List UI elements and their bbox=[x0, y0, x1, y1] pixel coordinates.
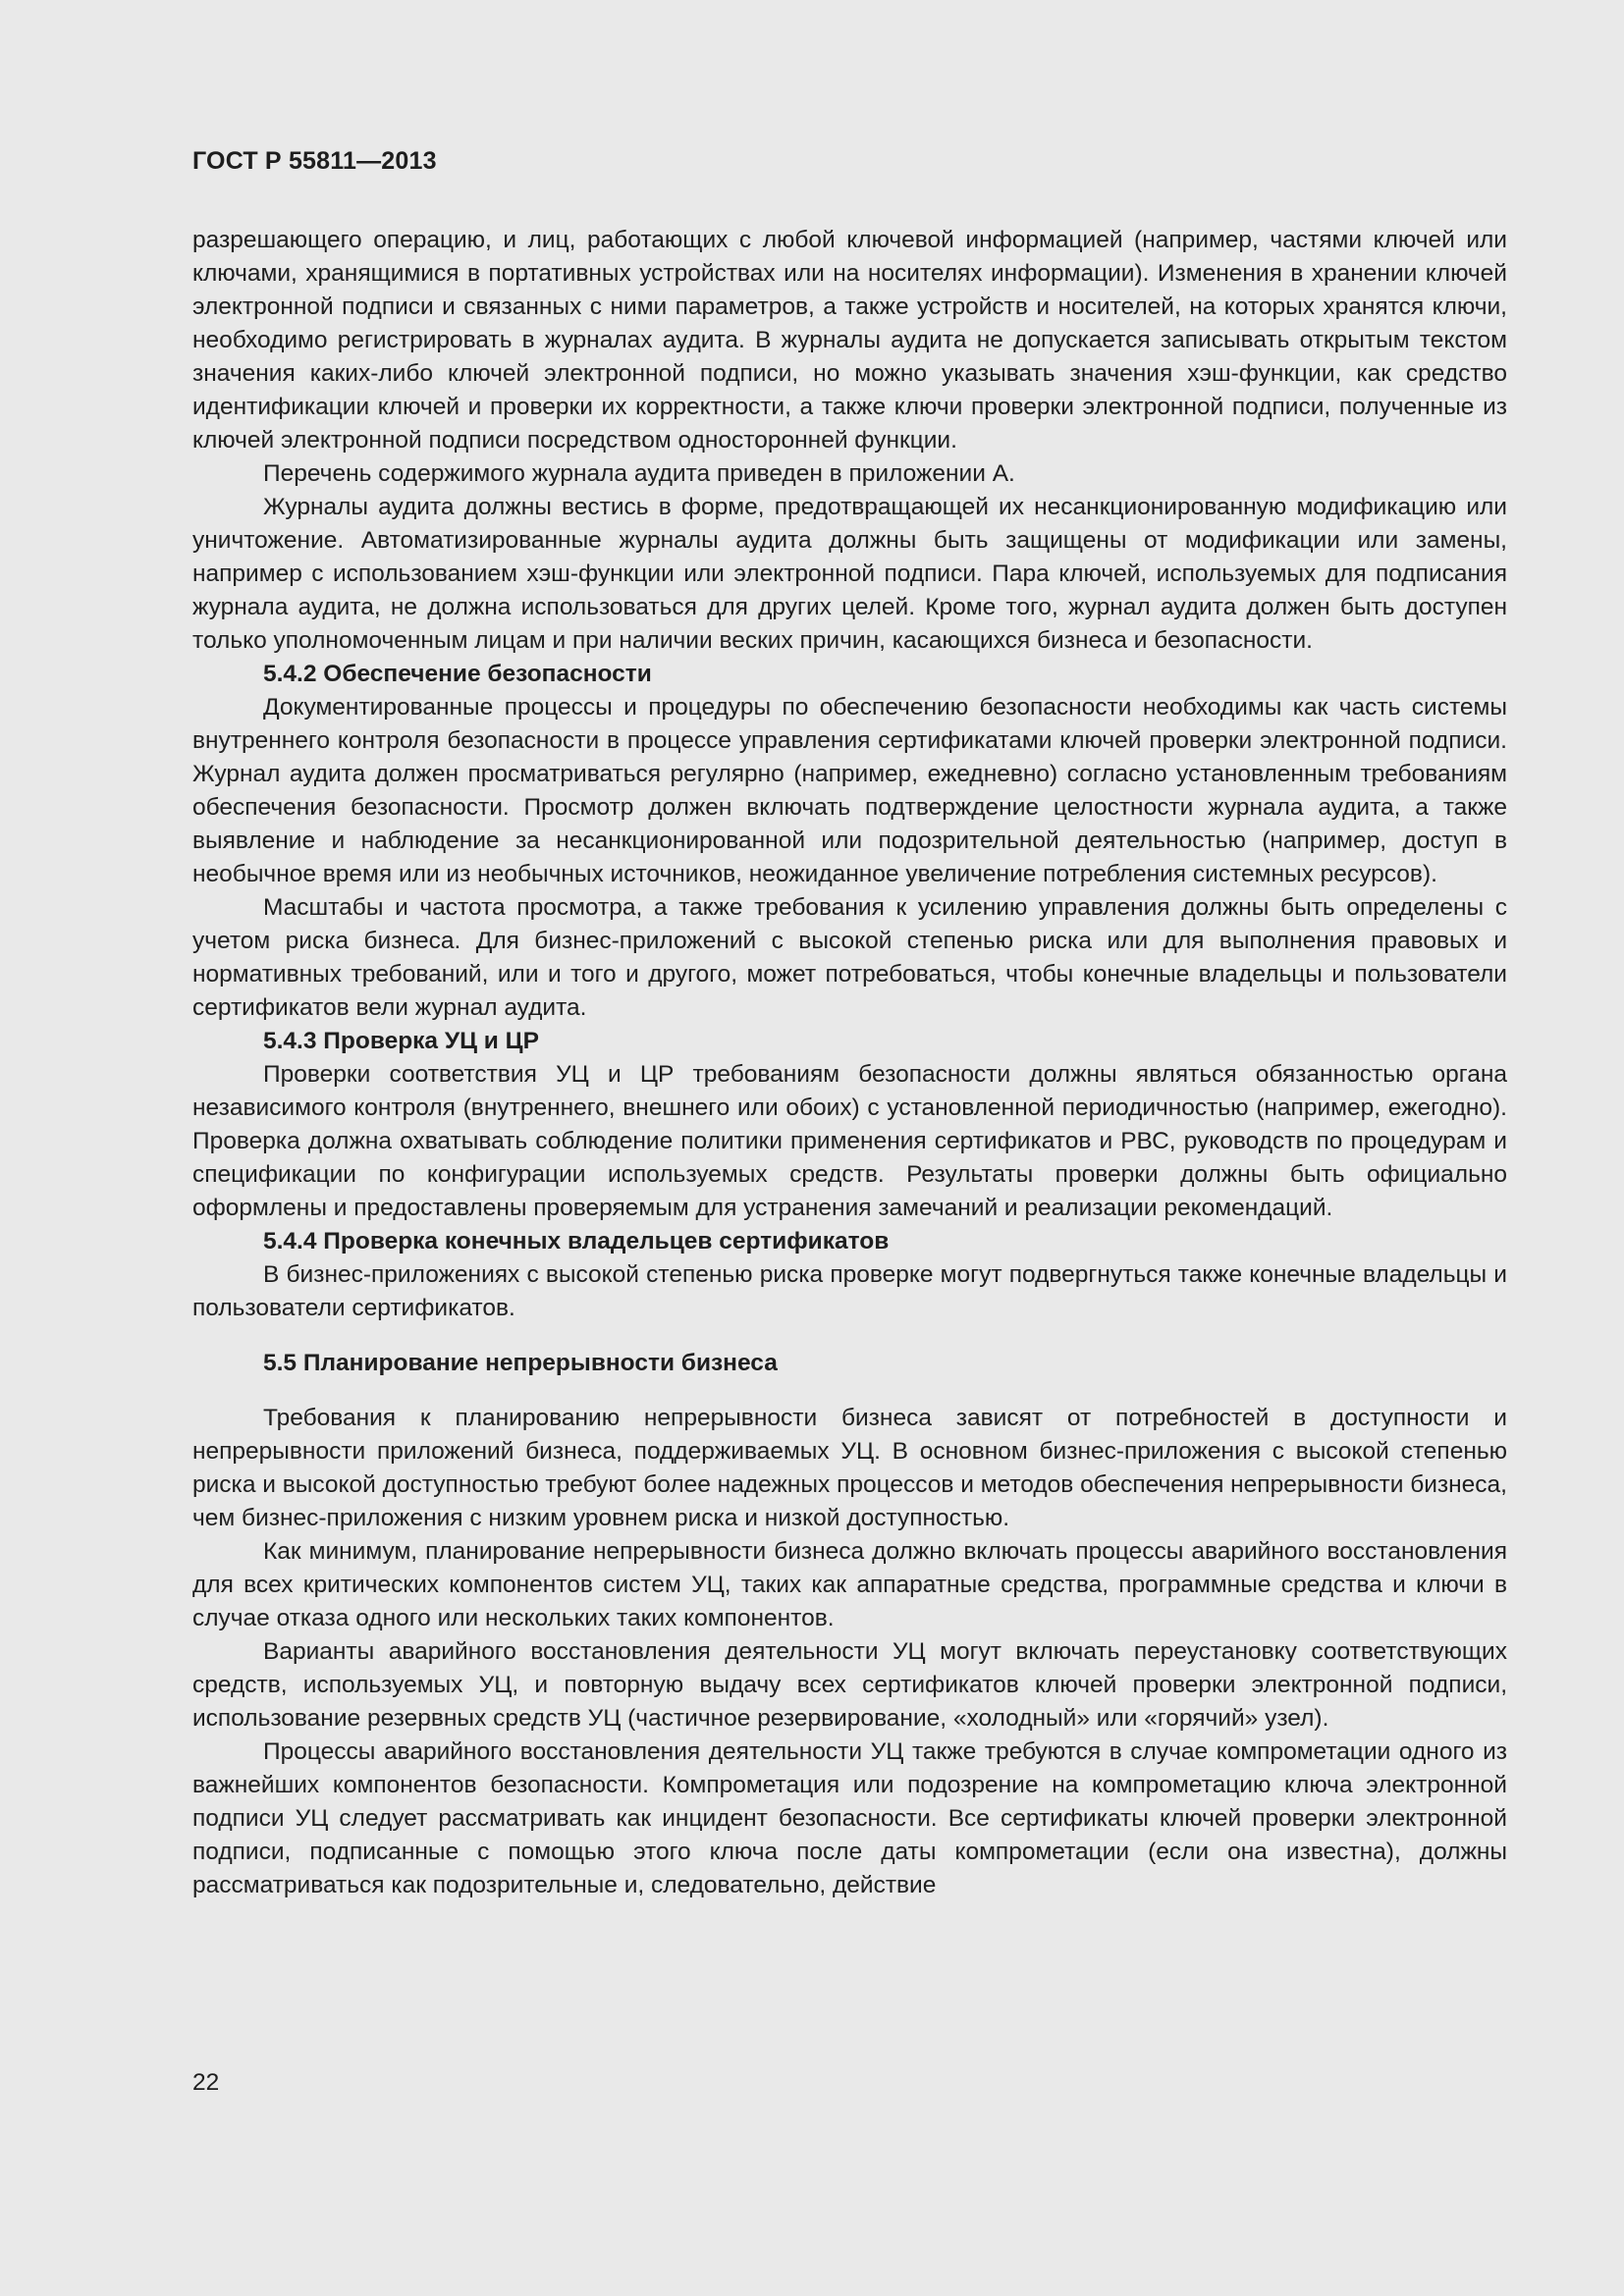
subsection-heading: 5.4.2 Обеспечение безопасности bbox=[263, 661, 652, 687]
document-body bbox=[192, 224, 1507, 1902]
page-number: 22 bbox=[192, 2069, 220, 2096]
paragraph: Как минимум, планирование непрерывности бизнеса должно включать процессы аварийного восстановления для всех критических компонентов систем УЦ, таких как аппаратные средства, программные средства и ключи в случае отказа одного или нескольких таких компонентов. bbox=[192, 1538, 1507, 1631]
paragraph: В бизнес-приложениях с высокой степенью риска проверке могут подвергнуться также конечные владельцы и пользователи сертификатов. bbox=[192, 1261, 1507, 1321]
paragraph: Процессы аварийного восстановления деятельности УЦ также требуются в случае компрометации одного из важнейших компонентов безопасности. Компрометация или подозрение на компрометацию ключа электронной подписи УЦ следует рассматривать как инцидент безопасности. Все сертификаты ключей проверки электронной подписи, подписанные с помощью этого ключа после даты компрометации (если она известна), должны рассматриваться как подозрительные и, следовательно, действие bbox=[192, 1738, 1507, 1898]
paragraph: Документированные процессы и процедуры по обеспечению безопасности необходимы как часть системы внутреннего контроля безопасности в процессе управления сертификатами ключей проверки электронной подписи. Журнал аудита должен просматриваться регулярно (например, ежедневно) согласно установленным требованиям обеспечения безопасности. Просмотр должен включать подтверждение целостности журнала аудита, а также выявление и наблюдение за несанкционированной или подозрительной деятельностью (например, доступ в необычное время или из необычных источников, неожиданное увеличение потребления системных ресурсов). bbox=[192, 694, 1507, 887]
paragraph: Проверки соответствия УЦ и ЦР требованиям безопасности должны являться обязанностью органа независимого контроля (внутреннего, внешнего или обоих) с установленной периодичностью (например, ежегодно). Проверка должна охватывать соблюдение политики применения сертификатов и РВС, руководств по процедурам и спецификации по конфигурации используемых средств. Результаты проверки должны быть официально оформлены и предоставлены проверяемым для устранения замечаний и реализации рекомендаций. bbox=[192, 1061, 1507, 1221]
paragraph: разрешающего операцию, и лиц, работающих с любой ключевой информацией (например, частями ключей или ключами, хранящимися в портативных устройствах или на носителях информации). Изменения в хранении ключей электронной подписи и связанных с ними параметров, а также устройств и носителей, на которых хранятся ключи, необходимо регистрировать в журналах аудита. В журналы аудита не допускается записывать открытым текстом значения каких-либо ключей электронной подписи, но можно указывать значения хэш-функции, как средство идентификации ключей и проверки их корректности, а также ключи проверки электронной подписи, полученные из ключей электронной подписи посредством односторонней функции. bbox=[192, 227, 1507, 454]
paragraph: Варианты аварийного восстановления деятельности УЦ могут включать переустановку соответствующих средств, используемых УЦ, и повторную выдачу всех сертификатов ключей проверки электронной подписи, использование резервных средств УЦ (частичное резервирование, «холодный» или «горячий» узел). bbox=[192, 1638, 1507, 1732]
paragraph: Масштабы и частота просмотра, а также требования к усилению управления должны быть определены с учетом риска бизнеса. Для бизнес-приложений с высокой степенью риска или для выполнения правовых и нормативных требований, или и того и другого, может потребоваться, чтобы конечные владельцы и пользователи сертификатов вели журнал аудита. bbox=[192, 894, 1507, 1021]
subsection-heading: 5.4.3 Проверка УЦ и ЦР bbox=[263, 1028, 539, 1054]
section-heading: 5.5 Планирование непрерывности бизнеса bbox=[263, 1350, 778, 1376]
subsection-heading: 5.4.4 Проверка конечных владельцев сертификатов bbox=[263, 1228, 890, 1255]
paragraph: Перечень содержимого журнала аудита приведен в приложении А. bbox=[263, 460, 1015, 487]
paragraph: Требования к планированию непрерывности бизнеса зависят от потребностей в доступности и непрерывности приложений бизнеса, поддерживаемых УЦ. В основном бизнес-приложения с высокой степенью риска и высокой доступностью требуют более надежных процессов и методов обеспечения непрерывности бизнеса, чем бизнес-приложения с низким уровнем риска и низкой доступностью. bbox=[192, 1405, 1507, 1531]
paragraph: Журналы аудита должны вестись в форме, предотвращающей их несанкционированную модификацию или уничтожение. Автоматизированные журналы аудита должны быть защищены от модификации или замены, например с использованием хэш-функции или электронной подписи. Пара ключей, используемых для подписания журнала аудита, не должна использоваться для других целей. Кроме того, журнал аудита должен быть доступен только уполномоченным лицам и при наличии веских причин, касающихся бизнеса и безопасности. bbox=[192, 494, 1507, 654]
document-header: ГОСТ Р 55811—2013 bbox=[192, 147, 437, 175]
